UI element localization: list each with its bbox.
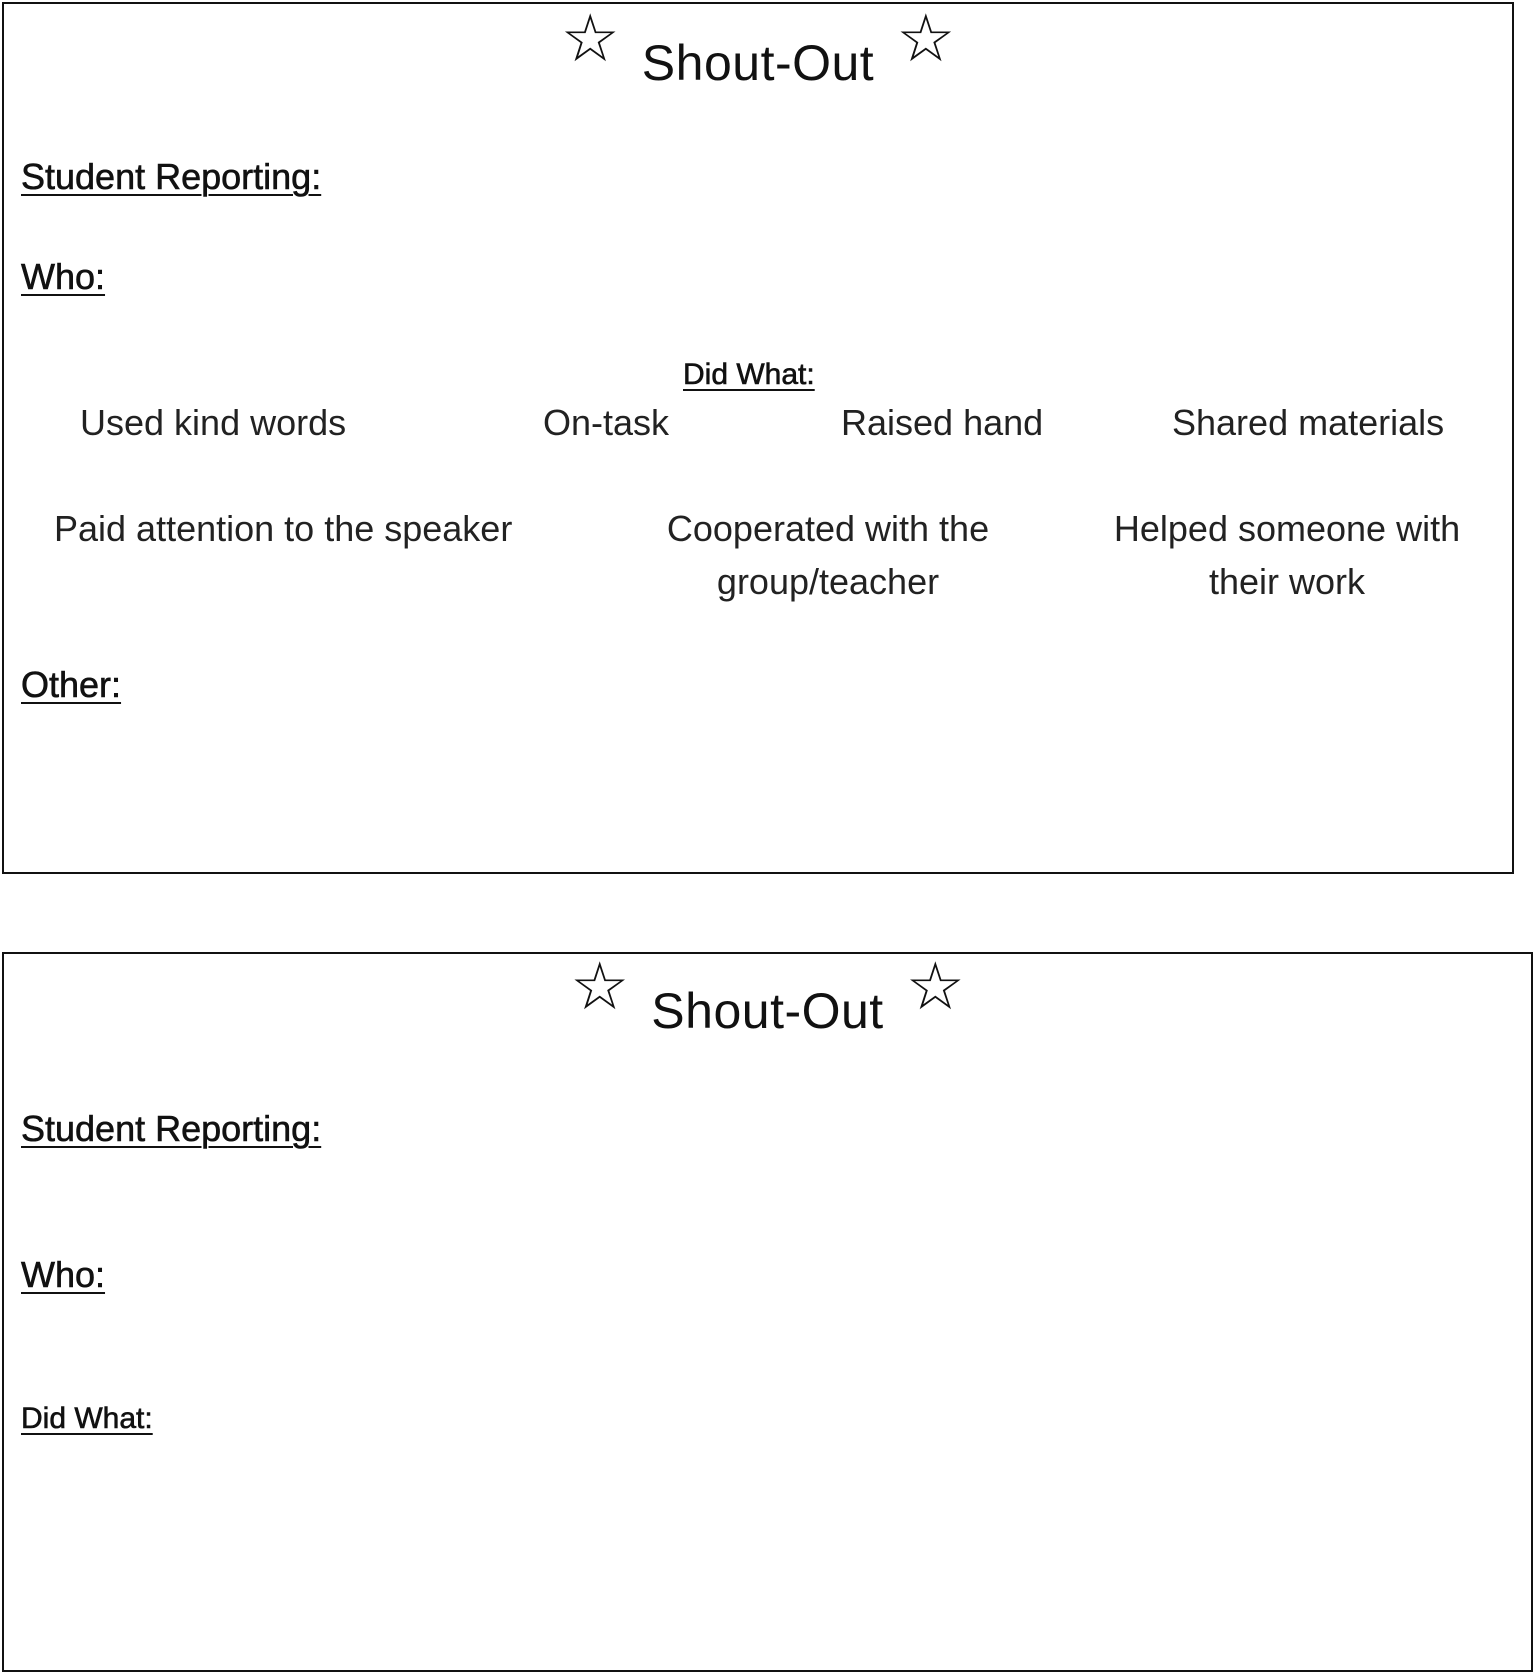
option-paid-attention: Paid attention to the speaker xyxy=(54,508,513,549)
card-title: Shout-Out xyxy=(651,983,884,1039)
student-reporting-label: Student Reporting: xyxy=(21,1108,322,1149)
did-what-label: Did What: xyxy=(683,358,815,391)
shout-out-card-top xyxy=(2,2,1514,874)
who-label: Who: xyxy=(21,256,106,297)
option-cooperated-line-1: Cooperated with the xyxy=(666,508,990,549)
option-shared-materials: Shared materials xyxy=(1172,402,1445,443)
star-icon: ☆ xyxy=(560,0,620,77)
option-on-task: On-task xyxy=(543,402,670,443)
star-icon: ☆ xyxy=(896,0,956,77)
option-helped-someone-line-1: Helped someone with xyxy=(1113,508,1461,549)
option-helped-someone-line-2: their work xyxy=(1208,561,1366,602)
other-label: Other: xyxy=(21,664,122,705)
shout-out-card-bottom xyxy=(2,948,1533,1672)
star-icon: ☆ xyxy=(570,948,630,1025)
did-what-label: Did What: xyxy=(21,1402,153,1435)
who-label: Who: xyxy=(21,1254,106,1295)
card-title: Shout-Out xyxy=(641,35,875,91)
option-used-kind-words: Used kind words xyxy=(80,402,347,443)
student-reporting-label: Student Reporting: xyxy=(21,156,322,197)
card-title-row xyxy=(4,0,1512,91)
card-title-row xyxy=(4,948,1531,1039)
star-icon: ☆ xyxy=(905,948,965,1025)
option-raised-hand: Raised hand xyxy=(841,402,1044,443)
option-cooperated-line-2: group/teacher xyxy=(716,561,940,602)
